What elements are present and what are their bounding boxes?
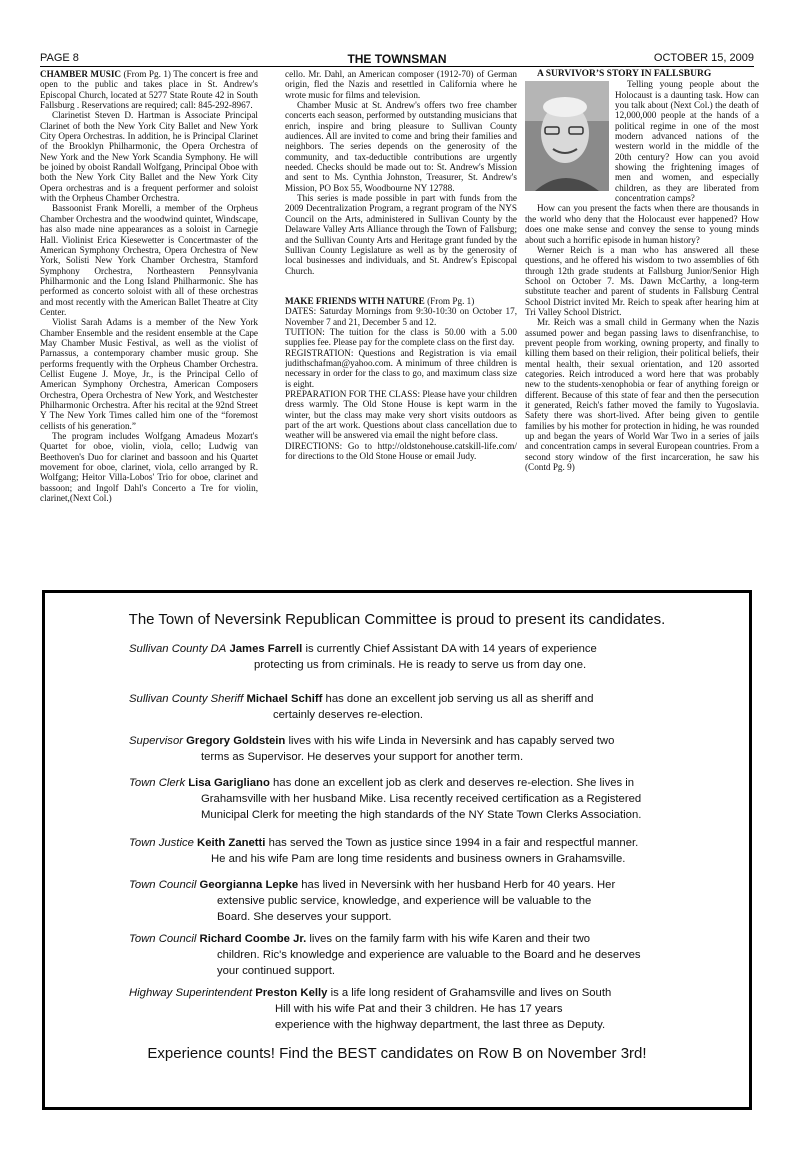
tuition-line: TUITION: The tuition for the class is 50.00 with a 5.00 supplies fee. Please pay for the complete class on the first day. [285,326,517,348]
paragraph: This series is made possible in part with funds from the 2009 Decentralization Program, a regrant program of the NYS Council on the Arts, administered in Sullivan County by the Delaware Valley Arts Alliance through the Town of Fallsburg; and the Sullivan County Arts and Heritage grant funded by the Sullivan County Legislature as well as by the generosity of local businesses and individuals, and St. Andrew's Episcopal Church. [285,193,517,276]
candidate-description: Grahamsville with her husband Mike. Lisa recently received certification as a Registered [201,793,642,805]
paragraph: Clarinetist Steven D. Hartman is Associate Principal Clarinet of both the New York City Ballet and New York City Opera Orchestras. In addition, he is Principal Clarinet of the Brooklyn Philharmonic, the Opera Orchestra of New York and the New York Scandia Symphony. He will be joined by oboist Randall Wolfgang, Principal Oboe with both the New York City Ballet and the New York City Opera orchestras and is a frequent performer and soloist with the Orpheus Chamber Orchestra. [40,110,258,204]
candidate-description: protecting us from criminals. He is ready to serve us from day one. [254,659,587,671]
page-header [40,52,754,67]
candidate-name: Richard Coombe Jr. [199,933,307,945]
paragraph: How can you present the facts when there are thousands in the world who deny that the Holocaust ever happened? How does one make sense and convey the sense to young minds about such a horrific episode in human history? [525,203,759,245]
paragraph: The program includes Wolfgang Amadeus Mozart's Quartet for oboe, violin, viola, cello; Ludwig van Beethoven's Duo for clarinet and bassoon and his Quartet movement for oboe, clarinet, viola, cello arranged by R. Wolfgang; Heitor Villa-Lobos' Trio for oboe, clarinet and bassoon; and Ingolf Dahl's Concerto a Tre for violin, clarinet,(Next Col.) [40,431,258,504]
candidate-description: extensive public service, knowledge, and experience will be valuable to the [217,895,592,907]
political-advertisement [42,590,752,1110]
paragraph: Telling young people about the Holocaust is a daunting task. How can you talk about (Next Col.) the death of 12,000,000 people at the hands of a political regime in one of the most modern advanced nations of the western world in the middle of the 20th century? How can you avoid showing the frightening images of men and women, and especially children, as they are liberated from concentration camps? [615,79,759,204]
candidate-description: is a life long resident of Grahamsville and lives on South [327,987,612,999]
candidate-entry [129,931,729,979]
ad-headline: The Town of Neversink Republican Committee is proud to present its candidates. [128,611,666,628]
candidate-office: Highway Superintendent [129,987,253,999]
candidate-office: Sullivan County Sheriff [129,693,244,705]
ad-footer: Experience counts! Find the BEST candidates on Row B on November 3rd! [147,1045,647,1062]
candidate-name: Keith Zanetti [197,837,266,849]
paragraph [40,69,258,110]
candidate-description: certainly deserves re-election. [273,709,424,721]
candidate-description: Hill with his wife Pat and their 3 children. He has 17 years [275,1003,563,1015]
paragraph: Mr. Reich was a small child in Germany when the Nazis assumed power and began passing laws to disenfranchise, to prevent people from working, owning property, and finally to killing them based on their religion, their political beliefs, their mental health, their sexual orientation, and 120 assorted categories. Reich introduced a word here that was probably new to the students-xenophobia or fear of anything foreign or different. Because of this state of fear and then the persecution it generated, Reich's father moved the family to Yugoslavia. Safety there was short-lived. After being given to gentile families by his mother for protection in hiding, he was rounded up and began the years of World War Two in a series of jails and concentration camps in several European countries. From a second story window of the first incarceration, he saw his (Contd Pg. 9) [525,317,759,473]
candidate-office: Town Clerk [129,777,186,789]
directions-line: DIRECTIONS: Go to http://oldstonehouse.catskill-life.com/ for directions to the Old Stone House or email Judy. [285,440,517,462]
paragraph-text: (From Pg. 1) [424,295,475,306]
candidate-entry [129,877,729,925]
candidate-entry [129,775,729,823]
newspaper-name: THE TOWNSMAN [347,52,447,66]
candidate-description: your continued support. [217,965,336,977]
candidate-office: Sullivan County DA [129,643,227,655]
article-title: A SURVIVOR’S STORY IN FALLSBURG [537,69,712,79]
preparation-line: PREPARATION FOR THE CLASS: Please have your children dress warmly. The Old Stone House is kept warm in the winter, but the class may make very short visits outdoors as part of the art work. Questions about class cancellation due to weather will be answered via email the night before class. [285,388,517,441]
candidate-office: Supervisor [129,735,183,747]
candidate-description: is currently Chief Assistant DA with 14 years of experience [302,643,597,655]
candidate-entry [129,691,729,723]
paragraph: cello. Mr. Dahl, an American composer (1912-70) of German origin, fled the Nazis and resettled in California where he wrote music for films and television. [285,69,517,100]
candidate-description: has served the Town as justice since 1994 in a fair and respectful manner. [265,837,639,849]
article-lead: MAKE FRIENDS WITH NATURE [285,295,425,306]
candidate-description: experience with the highway department, the last three as Deputy. [275,1019,606,1031]
candidate-entry [129,985,729,1033]
column-chamber-music [40,69,258,591]
candidate-description: has done an excellent job as clerk and deserves re-election. She lives in [269,777,635,789]
candidate-description: children. Ric's knowledge and experience are valuable to the Board and he deserves [217,949,641,961]
candidate-office: Town Council [129,933,197,945]
candidate-name: Gregory Goldstein [186,735,286,747]
candidate-office: Town Council [129,879,197,891]
candidate-name: Georgianna Lepke [199,879,299,891]
page-number: PAGE 8 [40,52,79,64]
candidate-entry [129,835,729,867]
candidate-description: has lived in Neversink with her husband Herb for 40 years. Her [298,879,616,891]
candidate-description: lives on the family farm with his wife Karen and their two [306,933,591,945]
paragraph: Chamber Music at St. Andrew's offers two free chamber concerts each season, performed by outstanding musicians that enrich, inspire and bring pleasure to Sullivan County audiences. All are invited to come and bring their families and neighbors. The series depends on the generosity of the community, and tax-deductible contributions are urgently needed. Checks should be made out to: St. Andrew's Mission and sent to Ms. Cynthia Johnston, Treasurer, St. Andrew's Mission, PO Box 55, Woodbourne NY 12788. [285,100,517,193]
registration-line: REGISTRATION: Questions and Registration is via email judithschafman@yahoo.com. A minimum of three children is necessary in order for the class to go, and maximum class size is eight. [285,347,517,389]
candidate-entry [129,733,729,765]
column-survivor-story [525,69,759,591]
candidate-description: He and his wife Pam are long time residents and business owners in Grahamsville. [211,853,626,865]
candidate-description: Municipal Clerk for meeting the high standards of the NY State Town Clerks Association. [201,809,642,821]
candidate-description: terms as Supervisor. He deserves your support for another term. [201,751,524,763]
candidate-name: Michael Schiff [246,693,323,705]
issue-date: OCTOBER 15, 2009 [653,52,754,64]
article-lead: CHAMBER MUSIC [40,69,122,79]
candidate-office: Town Justice [129,837,194,849]
candidate-entry [129,641,729,673]
candidate-description: has done an excellent job serving us all as sheriff and [322,693,594,705]
column-middle [285,69,517,591]
candidate-description: lives with his wife Linda in Neversink and has capably served two [285,735,615,747]
paragraph: Werner Reich is a man who has answered all these questions, and he offered his wisdom to two assemblies of 6th through 12th grade students at Fallsburg Junior/Senior High School on October 7. Ms. Dawn McCarthy, a long-term substitute teacher and parent of students in Fallsburg Central School District invited Mr. Reich to speak after hearing him at Tri Valley School District. [525,244,759,317]
candidate-name: Lisa Garigliano [188,777,270,789]
candidate-name: Preston Kelly [255,987,328,999]
candidate-name: James Farrell [229,643,303,655]
dates-line: DATES: Saturday Mornings from 9:30-10:30 on October 17, November 7 and 21, December 5 and 12. [285,306,517,327]
candidate-description: Board. She deserves your support. [217,911,392,923]
nature-heading [285,296,517,306]
portrait-photo [525,81,609,191]
paragraph-text: (From Pg. 1) The concert is free and open to the public and takes place in St. Andrew's Episcopal Church, located at 5277 State Route 42 in South Fallsburg . Reservations are required; call: 845-292-8967. [40,69,258,111]
paragraph: Violist Sarah Adams is a member of the New York Chamber Ensemble and the resident ensemble at the Cape May Chamber Music Festival, as well as the violist of Parnassus, a contemporary chamber music group. She performs frequently with the Orpheus Chamber Orchestra. Cellist Eugene J. Moye, Jr., is the Principal Cello of American Symphony Orchestra, American Composers Orchestra, Opera Orchestra of New York, and Westchester Philharmonic Orchestra. After his recital at the 92nd Street Y The New York Times called him one of the “foremost cellists of his generation.” [40,317,258,431]
paragraph: Bassoonist Frank Morelli, a member of the Orpheus Chamber Orchestra and the woodwind quintet, Windscape, has also made nine appearances as a soloist in Carnegie Hall. Violinist Erica Kiesewetter is Concertmaster of the American Symphony Orchestra, Opera Orchestra of New York, Solisti New York Chamber Orchestra, Stamford Symphony Orchestra, Northeastern Pennsylvania Philharmonic and the Long Island Philharmonic. She has performed as concerto soloist with all of these orchestras and most recently with the American Ballet Theatre at City Center. [40,203,258,317]
